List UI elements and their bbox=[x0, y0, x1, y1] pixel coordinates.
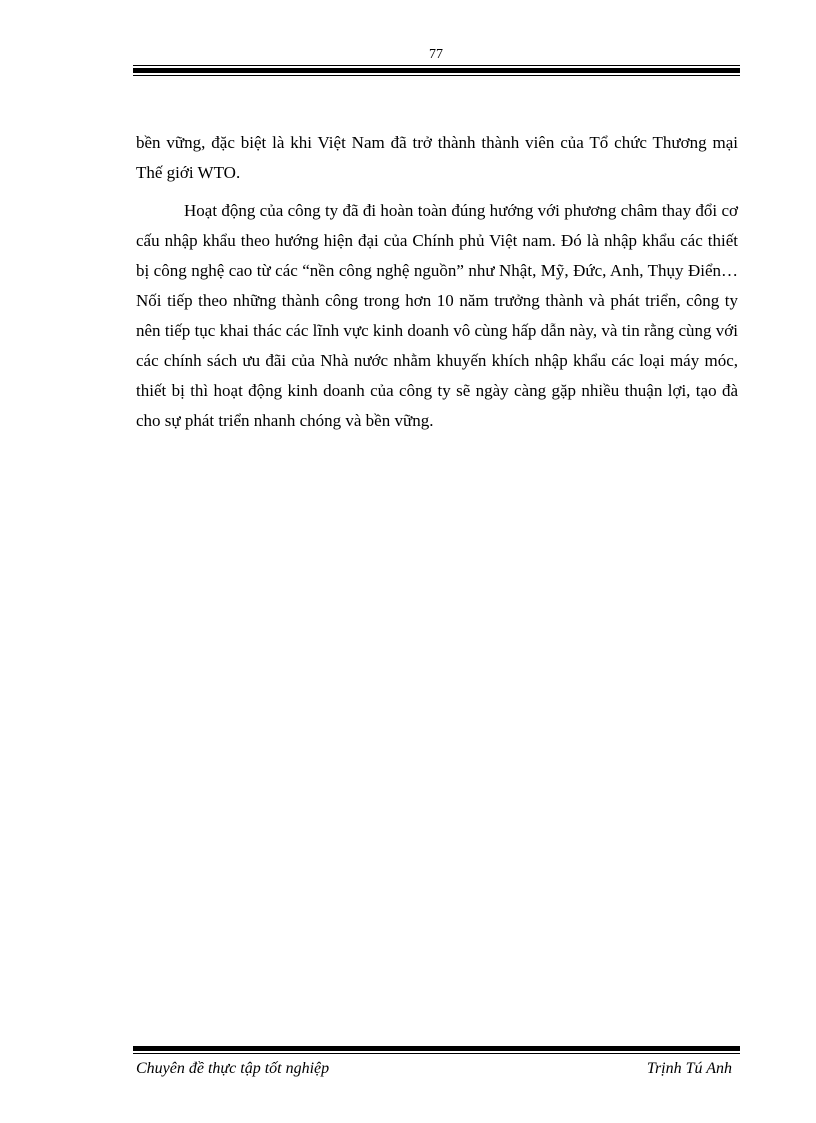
paragraph-main: Hoạt động của công ty đã đi hoàn toàn đúng hướng với phương châm thay đổi cơ cấu nhập khẩu theo hướng hiện đại của Chính phủ Việt nam. Đó là nhập khẩu các thiết bị công nghệ cao từ các “nền công nghệ nguồn” như Nhật, Mỹ, Đức, Anh, Thụy Điển… Nối tiếp theo những thành công trong hơn 10 năm trưởng thành và phát triển, công ty nên tiếp tục khai thác các lĩnh vực kinh doanh vô cùng hấp dẫn này, và tin rằng cùng với các chính sách ưu đãi của Nhà nước nhằm khuyến khích nhập khẩu các loại máy móc, thiết bị thì hoạt động kinh doanh của công ty sẽ ngày càng gặp nhiều thuận lợi, tạo đà cho sự phát triển nhanh chóng và bền vững. bbox=[136, 201, 738, 430]
body-text bbox=[136, 128, 738, 444]
page-number: 77 bbox=[429, 47, 443, 62]
paragraph-continuation: bền vững, đặc biệt là khi Việt Nam đã trở thành thành viên của Tổ chức Thương mại Thế giới WTO. bbox=[136, 133, 738, 182]
footer-document-title: Chuyên đề thực tập tốt nghiệp bbox=[136, 1060, 330, 1077]
footer-author-name: Trịnh Tú Anh bbox=[646, 1060, 732, 1077]
footer-rule-thin bbox=[133, 1053, 740, 1054]
footer-rule-thick bbox=[133, 1046, 740, 1051]
header-rule-thin bbox=[133, 65, 740, 66]
header-rule-thin-lower bbox=[133, 75, 740, 76]
header-rule-thick bbox=[133, 68, 740, 73]
